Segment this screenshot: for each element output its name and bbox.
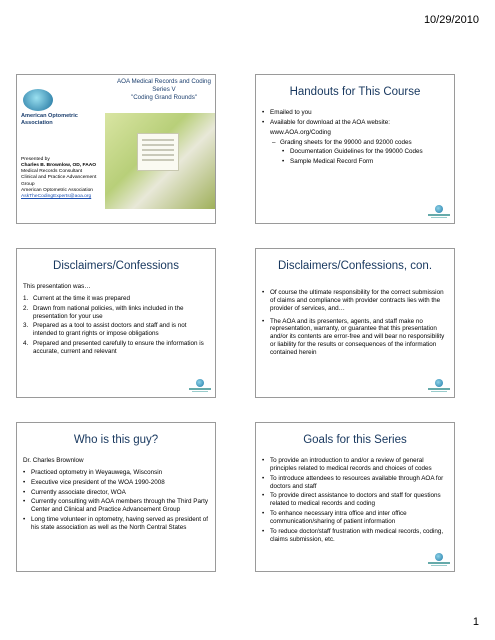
- slide-body: [23, 283, 209, 358]
- list-item: • To reduce doctor/staff frustration with medical records, coding, claims submission, etc.: [262, 528, 448, 544]
- slide-handouts: [255, 74, 455, 224]
- presenter-name: Charles B. Brownlow, OD, FAAO: [21, 163, 97, 169]
- presenter-role: Medical Records Consultant: [21, 169, 83, 175]
- slide-goals: [255, 422, 455, 572]
- list-item: • Sample Medical Record Form: [282, 158, 448, 166]
- list-item: • Emailed to you: [262, 109, 448, 117]
- presented-by-label: Presented by: [21, 157, 50, 162]
- slide-intro: Dr. Charles Brownlow: [23, 457, 84, 464]
- page-number: 1: [472, 616, 479, 628]
- aoa-logo-area: [17, 75, 105, 224]
- presenter-association: American Optometric Association: [21, 187, 94, 193]
- presenter-email-link[interactable]: AskTheCodingExperts@aoa.org: [21, 193, 92, 199]
- aoa-corner-logo-icon: [428, 379, 450, 393]
- computer-photo: [105, 113, 215, 209]
- list-item: 3. Prepared as a tool to assist doctors and staff and is not intended to grant rights or impose obligations: [23, 322, 187, 338]
- slide-heading: Disclaimers/Confessions, con.: [277, 260, 433, 272]
- aoa-corner-logo-icon: [189, 379, 211, 393]
- list-item: • Currently consulting with AOA members through the Third Party Center and Clinical and Practice Advancement Group: [23, 498, 209, 514]
- list-item: 2. Drawn from national policies, with links included in the presentation for your use: [23, 304, 184, 320]
- screen-image: [137, 133, 179, 171]
- aoa-corner-logo-icon: [428, 205, 450, 219]
- list-item: • Executive vice president of the WOA 1990-2008: [23, 479, 209, 487]
- aoa-logo-icon: [23, 89, 53, 111]
- list-item: • Practiced optometry in Weyauwega, Wisconsin: [23, 469, 209, 477]
- slide-intro: This presentation was…: [23, 283, 91, 290]
- list-item: • The AOA and its presenters, agents, and staff make no representation, warranty, or guarantee that this presentation and/or its contents are error-free and will bear no responsibility or liability for the results or consequences of the information contained herein: [262, 318, 448, 357]
- slide-body: [262, 109, 448, 168]
- slide-heading: Handouts for This Course: [289, 86, 421, 98]
- list-item: • Currently associate director, WOA: [23, 489, 209, 497]
- print-date: 10/29/2010: [423, 14, 479, 26]
- presenter-group: Clinical and Practice Advancement Group: [21, 175, 97, 187]
- slide-body: [262, 289, 448, 359]
- website-link[interactable]: www.AOA.org/Coding: [270, 128, 331, 136]
- list-item: • Of course the ultimate responsibility for the correct submission of claims and compliance with provider contracts lies with the provider of services, and…: [262, 289, 448, 313]
- slide-heading: Goals for this Series: [303, 434, 407, 446]
- aoa-corner-logo-icon: [428, 553, 450, 567]
- slide-heading: Who is this guy?: [73, 434, 159, 446]
- course-series: AOA Medical Records and Coding: [117, 78, 211, 85]
- slide-body: [23, 457, 209, 534]
- slide-heading: Disclaimers/Confessions: [53, 260, 179, 272]
- course-heading: [113, 78, 215, 102]
- slide-disclaimers-con: [255, 248, 455, 398]
- list-item: • Documentation Guidelines for the 99000 Codes: [282, 148, 448, 156]
- slide-title: [16, 74, 216, 224]
- list-item: – Grading sheets for the 99000 and 92000 codes: [272, 139, 448, 147]
- list-item: • Available for download at the AOA website:: [262, 119, 448, 127]
- list-item: • Long time volunteer in optometry, having served as president of his state association as well as the North Central States: [23, 516, 209, 532]
- list-item: • To introduce attendees to resources available through AOA for doctors and staff: [262, 475, 448, 491]
- aoa-logo-text: American Optometric Association: [21, 113, 78, 126]
- list-item: • To provide direct assistance to doctors and staff for questions related to medical records and coding: [262, 492, 448, 508]
- list-item: • To enhance necessary intra office and inter office communication/sharing of patient information: [262, 510, 448, 526]
- list-item: 4. Prepared and presented carefully to ensure the information is accurate, current and relevant: [23, 340, 204, 356]
- list-item: • To provide an introduction to and/or a review of general principles related to medical records and choices of codes: [262, 457, 448, 473]
- list-item: 1. Current at the time it was prepared: [23, 294, 130, 302]
- slide-who: [16, 422, 216, 572]
- course-series-number: Series V: [152, 86, 176, 94]
- presenter-block: [21, 157, 107, 200]
- course-subtitle: "Coding Grand Rounds": [131, 94, 197, 102]
- slide-disclaimers: [16, 248, 216, 398]
- slide-body: [262, 457, 448, 546]
